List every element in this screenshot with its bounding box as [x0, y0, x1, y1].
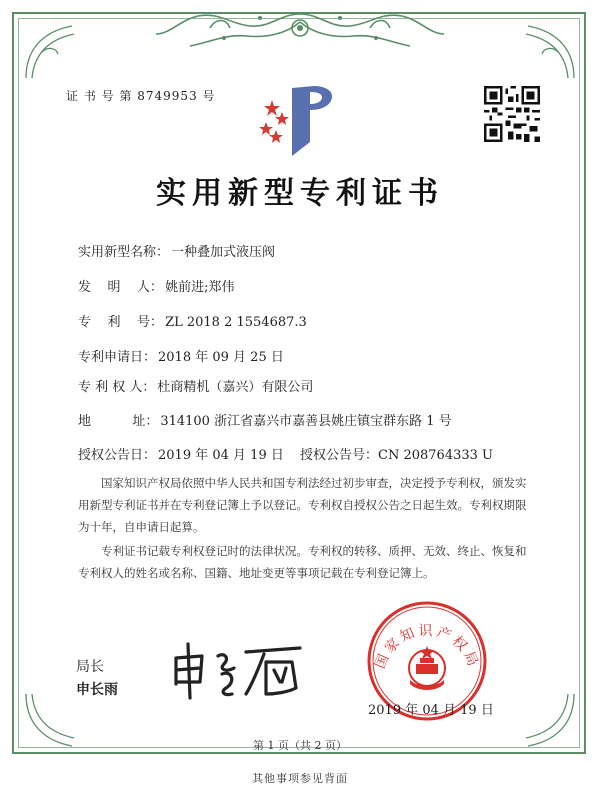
grant-number-row — [300, 444, 493, 463]
patentee-label: 专 利 权 人： — [78, 380, 156, 395]
patent-number-value: ZL 2018 2 1554687.3 — [165, 315, 307, 330]
address-row — [78, 410, 452, 429]
certificate-number: 证 书 号 第 8749953 号 — [66, 89, 216, 103]
inventor-row — [78, 276, 234, 295]
address-label: 地 址： — [78, 414, 159, 429]
patent-number-row — [78, 311, 307, 330]
top-ornament — [150, 8, 450, 56]
handwritten-signature — [168, 640, 308, 702]
inventor-label: 发 明 人： — [78, 280, 164, 295]
director-title: 局长 — [76, 659, 104, 675]
top-right-corner-ornament — [518, 22, 578, 82]
filing-date-row — [78, 346, 284, 365]
address-value: 314100 浙江省嘉兴市嘉善县姚庄镇宝群东路 1 号 — [160, 414, 452, 429]
filing-date-label: 专利申请日： — [78, 350, 157, 365]
patentee-value: 杜商精机（嘉兴）有限公司 — [157, 380, 314, 395]
legal-status-paragraph: 专利证书记载专利权登记时的法律状况。专利权的转移、质押、无效、终止、恢复和专利权人的姓名或名称、国籍、地址变更等事项记载在专利登记簿上。 — [78, 544, 527, 580]
footer-note: 其他事项参见背面 — [252, 772, 348, 785]
qr-code — [484, 86, 540, 142]
patentee-row — [78, 376, 313, 395]
inventor-value: 姚前进;郑伟 — [165, 280, 235, 295]
grant-date-label: 授权公告日： — [78, 448, 157, 463]
seal-date: 2019 年 04 月 19 日 — [368, 703, 494, 718]
filing-date-value: 2018 年 09 月 25 日 — [158, 350, 284, 365]
model-name-label: 实用新型名称： — [78, 245, 170, 260]
model-name-row — [78, 241, 275, 260]
grant-number-value: CN 208764333 U — [378, 448, 493, 463]
page-number: 第 1 页（共 2 页） — [253, 739, 347, 752]
top-left-corner-ornament — [22, 22, 82, 82]
page-title: 实用新型专利证书 — [156, 176, 444, 211]
patent-office-logo — [252, 82, 352, 162]
director-name: 申长雨 — [76, 682, 118, 698]
grant-statement-paragraph: 国家知识产权局依照中华人民共和国专利法经过初步审查，决定授予专利权，颁发实用新型专利证书并在专利登记簿上予以登记。专利权自授权公告之日起生效。专利权期限为十年，自申请日起算。 — [78, 476, 527, 534]
grant-number-label: 授权公告号： — [300, 448, 379, 463]
patent-number-label: 专 利 号： — [78, 315, 164, 330]
seal-text: 国家知识产权局 — [372, 623, 482, 672]
grant-date-value: 2019 年 04 月 19 日 — [158, 448, 284, 463]
grant-date-row — [78, 444, 284, 463]
model-name-value: 一种叠加式液压阀 — [171, 245, 276, 260]
